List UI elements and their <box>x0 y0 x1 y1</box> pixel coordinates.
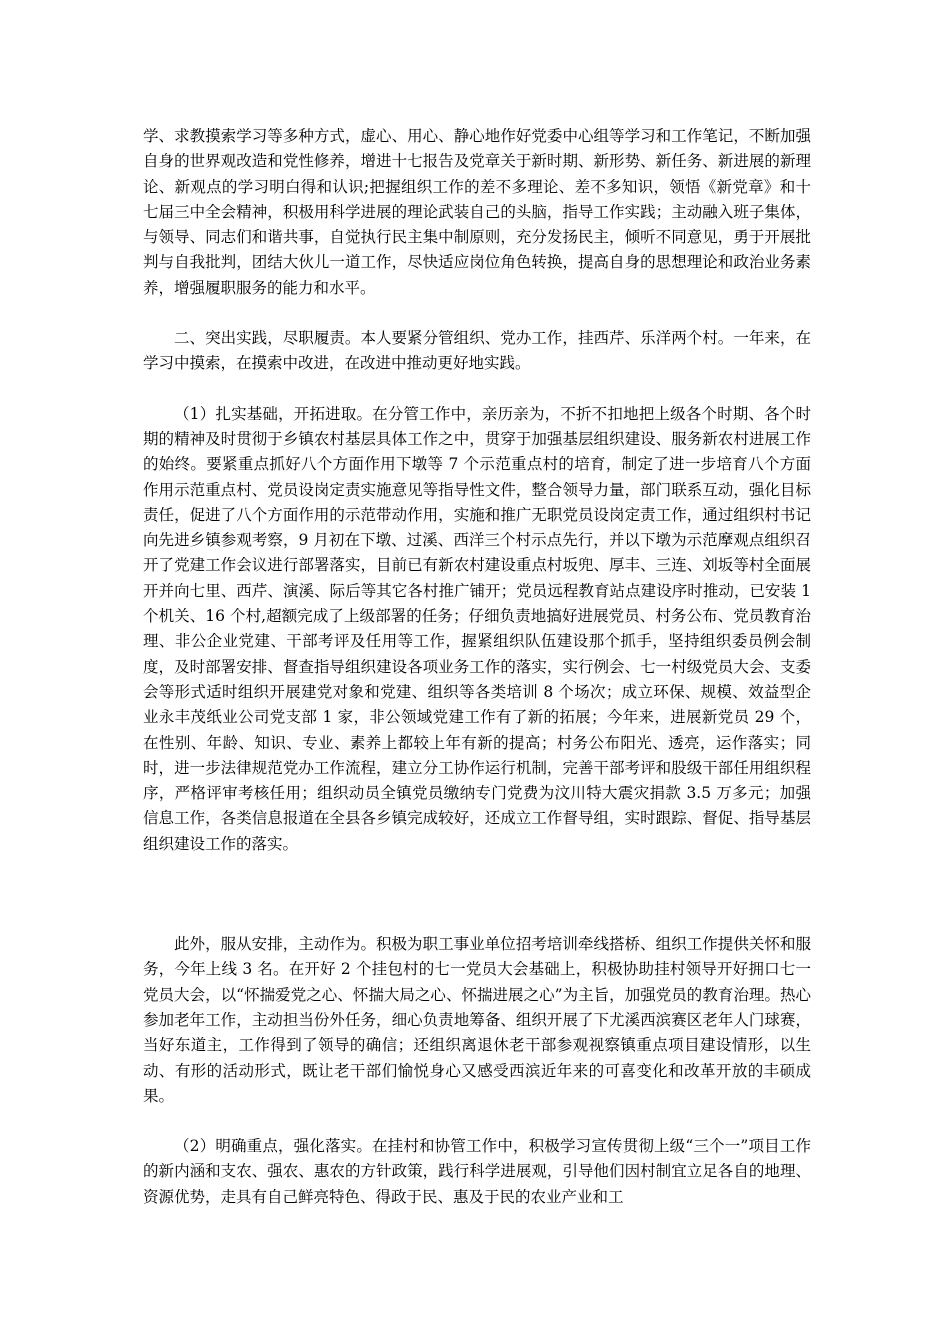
paragraph-gap <box>143 857 811 932</box>
paragraph-item-two: （2）明确重点，强化落实。在挂村和协管工作中，积极学习宣传贯彻上级“三个一”项目工作的新内涵和支农、强农、惠农的方针政策，践行科学进展观，引导他们因村制宜立足各自的地理、资源优势，走具有自己鲜亮特色、得政于民、惠及于民的农业产业和工 <box>143 1137 811 1206</box>
paragraph-additionally: 此外，服从安排，主动作为。积极为职工事业单位招考培训牵线搭桥、组织工作提供关怀和服务，今年上线 3 名。在开好 2 个挂包村的七一党员大会基础上，积极协助挂村领导开好拥口七一党员大会，以“怀揣爱党之心、怀揣大局之心、怀揣进展之心”为主旨，加强党员的教育治理。热心参加老年工作，主动担当份外任务，细心负责地筹备、组织开展了下尤溪西滨赛区老年人门球赛，当好东道主，工作得到了领导的确信；还组织离退休老干部参观视察镇重点项目建设情形，以生动、有形的活动形式，既让老干部们愉悦身心又感受西滨近年来的可喜变化和改革开放的丰硕成果。 <box>143 935 811 1105</box>
paragraph-section-two: 二、突出实践，尽职履责。本人要紧分管组织、党办工作，挂西芹、乐洋两个村。一年来，在学习中摸索，在摸索中改进，在改进中推动更好地实践。 <box>143 329 811 373</box>
paragraph-study: 学、求教摸索学习等多种方式，虚心、用心、静心地作好党委中心组等学习和工作笔记，不断加强自身的世界观改造和党性修养，增进十七报告及党章关于新时期、新形势、新任务、新进展的新理论、新观点的学习明白得和认识;把握组织工作的差不多理论、差不多知识，领悟《新党章》和十七届三中全会精神，积极用科学进展的理论武装自己的头脑，指导工作实践；主动融入班子集体，与领导、同志们和谐共事，自觉执行民主集中制原则，充分发扬民主，倾听不同意见，勇于开展批判与自我批判，团结大伙儿一道工作，尽快适应岗位角色转换，提高自身的思想理论和政治业务素养，增强履职服务的能力和水平。 <box>143 127 811 297</box>
document-body <box>143 124 811 1210</box>
paragraph-gap <box>143 301 811 326</box>
paragraph-gap <box>143 377 811 402</box>
paragraph-gap <box>143 1109 811 1134</box>
paragraph-item-one: （1）扎实基础，开拓进取。在分管工作中，亲历亲为，不折不扣地把上级各个时期、各个时期的精神及时贯彻于乡镇农村基层具体工作之中，贯穿于加强基层组织建设、服务新农村进展工作的始终。要紧重点抓好八个方面作用下墩等 7 个示范重点村的培育，制定了进一步培育八个方面作用示范重点村、党员设岗定责实施意见等指导性文件，整合领导力量，部门联系互动，强化目标责任，促进了八个方面作用的示范带动作用，实施和推广无职党员设岗定责工作，通过组织村书记向先进乡镇参观考察，9 月初在下墩、过溪、西洋三个村示点先行，并以下墩为示范摩观点组织召开了党建工作会议进行部署落实，目前已有新农村建设重点村坂兜、厚丰、三连、刘坂等村全面展开并向七里、西芹、演溪、际后等其它各村推广铺开；党员远程教育站点建设序时推动，已安装 1 个机关、16 个村,超额完成了上级部署的任务；仔细负责地搞好进展党员、村务公布、党员教育治理、非公企业党建、干部考评及任用等工作，握紧组织队伍建设那个抓手，坚持组织委员例会制度，及时部署安排、督查指导组织建设各项业务工作的落实，实行例会、七一村级党员大会、支委会等形式适时组织开展建党对象和党建、组织等各类培训 8 个场次；成立环保、规模、效益型企业永丰茂纸业公司党支部 1 家，非公领域党建工作有了新的拓展；今年来，进展新党员 29 个，在性别、年龄、知识、专业、素养上都较上年有新的提高；村务公布阳光、透亮，运作落实；同时，进一步法律规范党办工作流程，建立分工协作运行机制，完善干部考评和股级干部任用组织程序，严格评审考核任用；组织动员全镇党员缴纳专门党费为汶川特大震灾捐款 3.5 万多元；加强信息工作，各类信息报道在全县各乡镇完成较好，还成立工作督导组，实时跟踪、督促、指导基层组织建设工作的落实。 <box>143 404 811 853</box>
